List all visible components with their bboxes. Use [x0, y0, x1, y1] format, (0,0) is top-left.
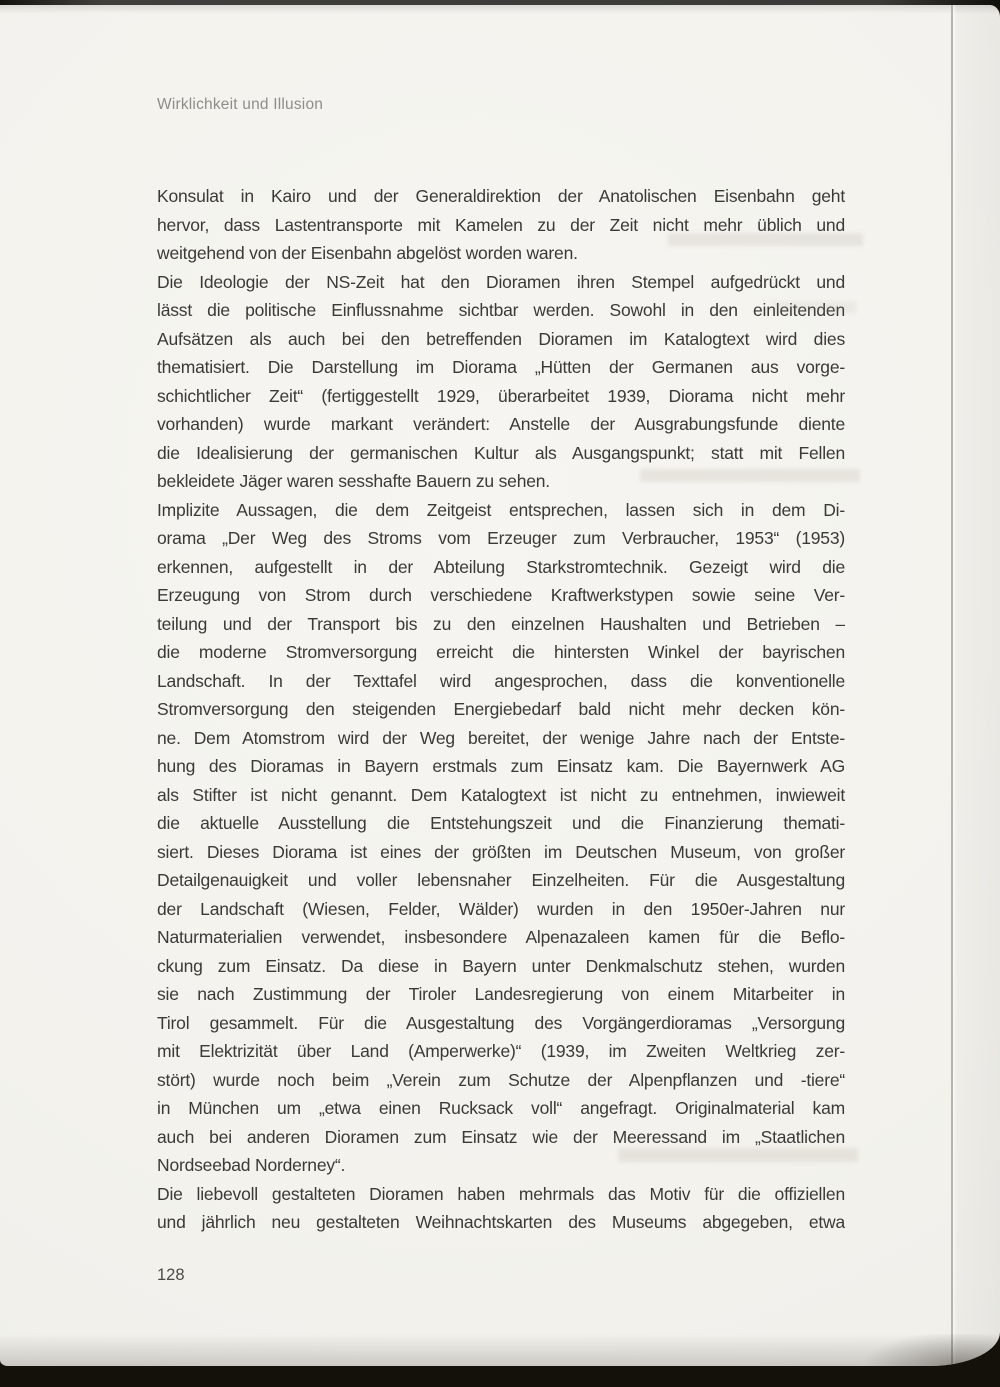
text-line: mit Elektrizität über Land (Amperwerke)“ (1939, im Zweiten Weltkrieg zer-	[157, 1041, 845, 1061]
text-line: orama „Der Weg des Stroms vom Erzeuger zum Verbraucher, 1953“ (1953)	[157, 528, 845, 548]
paragraph	[157, 182, 845, 268]
text-line: hung des Dioramas in Bayern erstmals zum Einsatz kam. Die Bayernwerk AG	[157, 756, 845, 776]
text-line: die aktuelle Ausstellung die Entstehungszeit und die Finanzierung themati-	[157, 813, 845, 833]
text-line: ne. Dem Atomstrom wird der Weg bereitet, der wenige Jahre nach der Entste-	[157, 727, 845, 748]
text-line: weitgehend von der Eisenbahn abgelöst worden waren.	[157, 243, 578, 263]
show-through-artifact	[618, 1148, 858, 1162]
scan-border-bottom	[0, 1366, 1000, 1387]
text-line: Die Ideologie der NS-Zeit hat den Dioramen ihren Stempel aufgedrückt und	[157, 271, 845, 292]
text-line: auch bei anderen Dioramen zum Einsatz wie der Meeressand im „Staatlichen	[157, 1126, 845, 1147]
text-line: siert. Dieses Diorama ist eines der größten im Deutschen Museum, von großer	[157, 841, 845, 862]
show-through-artifact	[640, 469, 860, 482]
running-header: Wirklichkeit und Illusion	[157, 96, 324, 113]
book-page	[0, 5, 1000, 1366]
page-edge-strip	[951, 5, 1000, 1366]
page-number: 128	[157, 1266, 185, 1284]
text-line: Detailgenauigkeit und voller lebensnaher Einzelheiten. Für die Ausgestaltung	[157, 870, 845, 890]
text-line: die moderne Stromversorgung erreicht die hintersten Winkel der bayrischen	[157, 642, 845, 662]
text-line: Konsulat in Kairo und der Generaldirektion der Anatolischen Eisenbahn geht	[157, 186, 845, 206]
text-line: Aufsätzen als auch bei den betreffenden Dioramen im Katalogtext wird dies	[157, 328, 845, 349]
paragraph	[157, 496, 845, 1180]
text-line: vorhanden) wurde markant verändert: Anstelle der Ausgrabungsfunde diente	[157, 414, 845, 434]
text-line: Naturmaterialien verwendet, insbesondere Alpenazaleen kamen für die Beflo-	[157, 927, 845, 947]
text-line: Erzeugung von Strom durch verschiedene Kraftwerkstypen sowie seine Ver-	[157, 585, 845, 605]
text-line: thematisiert. Die Darstellung im Diorama „Hütten der Germanen aus vorge-	[157, 357, 845, 377]
text-line: Stromversorgung den steigenden Energiebedarf bald nicht mehr decken kön-	[157, 699, 845, 719]
text-line: der Landschaft (Wiesen, Felder, Wälder) wurden in den 1950er-Jahren nur	[157, 898, 845, 919]
text-line: als Stifter ist nicht genannt. Dem Katalogtext ist nicht zu entnehmen, inwieweit	[157, 784, 845, 805]
show-through-artifact	[772, 301, 857, 313]
text-line: lässt die politische Einflussnahme sichtbar werden. Sowohl in den einleitenden	[157, 300, 845, 320]
text-line: in München um „etwa einen Rucksack voll“ angefragt. Originalmaterial kam	[157, 1098, 845, 1118]
text-line: teilung und der Transport bis zu den einzelnen Haushalten und Betrieben –	[157, 613, 845, 634]
text-line: Nordseebad Norderney“.	[157, 1155, 346, 1175]
text-line: und jährlich neu gestalteten Weihnachtskarten des Museums abgegeben, etwa	[157, 1212, 845, 1232]
text-line: Tirol gesammelt. Für die Ausgestaltung des Vorgängerdioramas „Versorgung	[157, 1012, 845, 1033]
text-line: bekleidete Jäger waren sesshafte Bauern zu sehen.	[157, 471, 550, 491]
text-line: Implizite Aussagen, die dem Zeitgeist entsprechen, lassen sich in dem Di-	[157, 499, 845, 520]
text-line: erkennen, aufgestellt in der Abteilung Starkstromtechnik. Gezeigt wird die	[157, 556, 845, 577]
text-line: Landschaft. In der Texttafel wird angesprochen, dass die konventionelle	[157, 670, 845, 691]
paragraph	[157, 268, 845, 496]
text-line: stört) wurde noch beim „Verein zum Schutze der Alpenpflanzen und -tiere“	[157, 1069, 845, 1090]
paragraph	[157, 1180, 845, 1237]
body-text	[157, 182, 845, 1237]
text-line: ckung zum Einsatz. Da diese in Bayern unter Denkmalschutz stehen, wurden	[157, 955, 845, 976]
show-through-artifact	[668, 233, 863, 246]
text-line: sie nach Zustimmung der Tiroler Landesregierung von einem Mitarbeiter in	[157, 984, 845, 1004]
text-line: schichtlicher Zeit“ (fertiggestellt 1929, überarbeitet 1939, Diorama nicht mehr	[157, 385, 845, 406]
page-curl-shadow	[0, 1334, 1000, 1366]
text-line: die Idealisierung der germanischen Kultur als Ausgangspunkt; statt mit Fellen	[157, 442, 845, 463]
text-line: hervor, dass Lastentransporte mit Kamelen zu der Zeit nicht mehr üblich und	[157, 214, 845, 235]
text-line: Die liebevoll gestalteten Dioramen haben mehrmals das Motiv für die offiziellen	[157, 1183, 845, 1204]
